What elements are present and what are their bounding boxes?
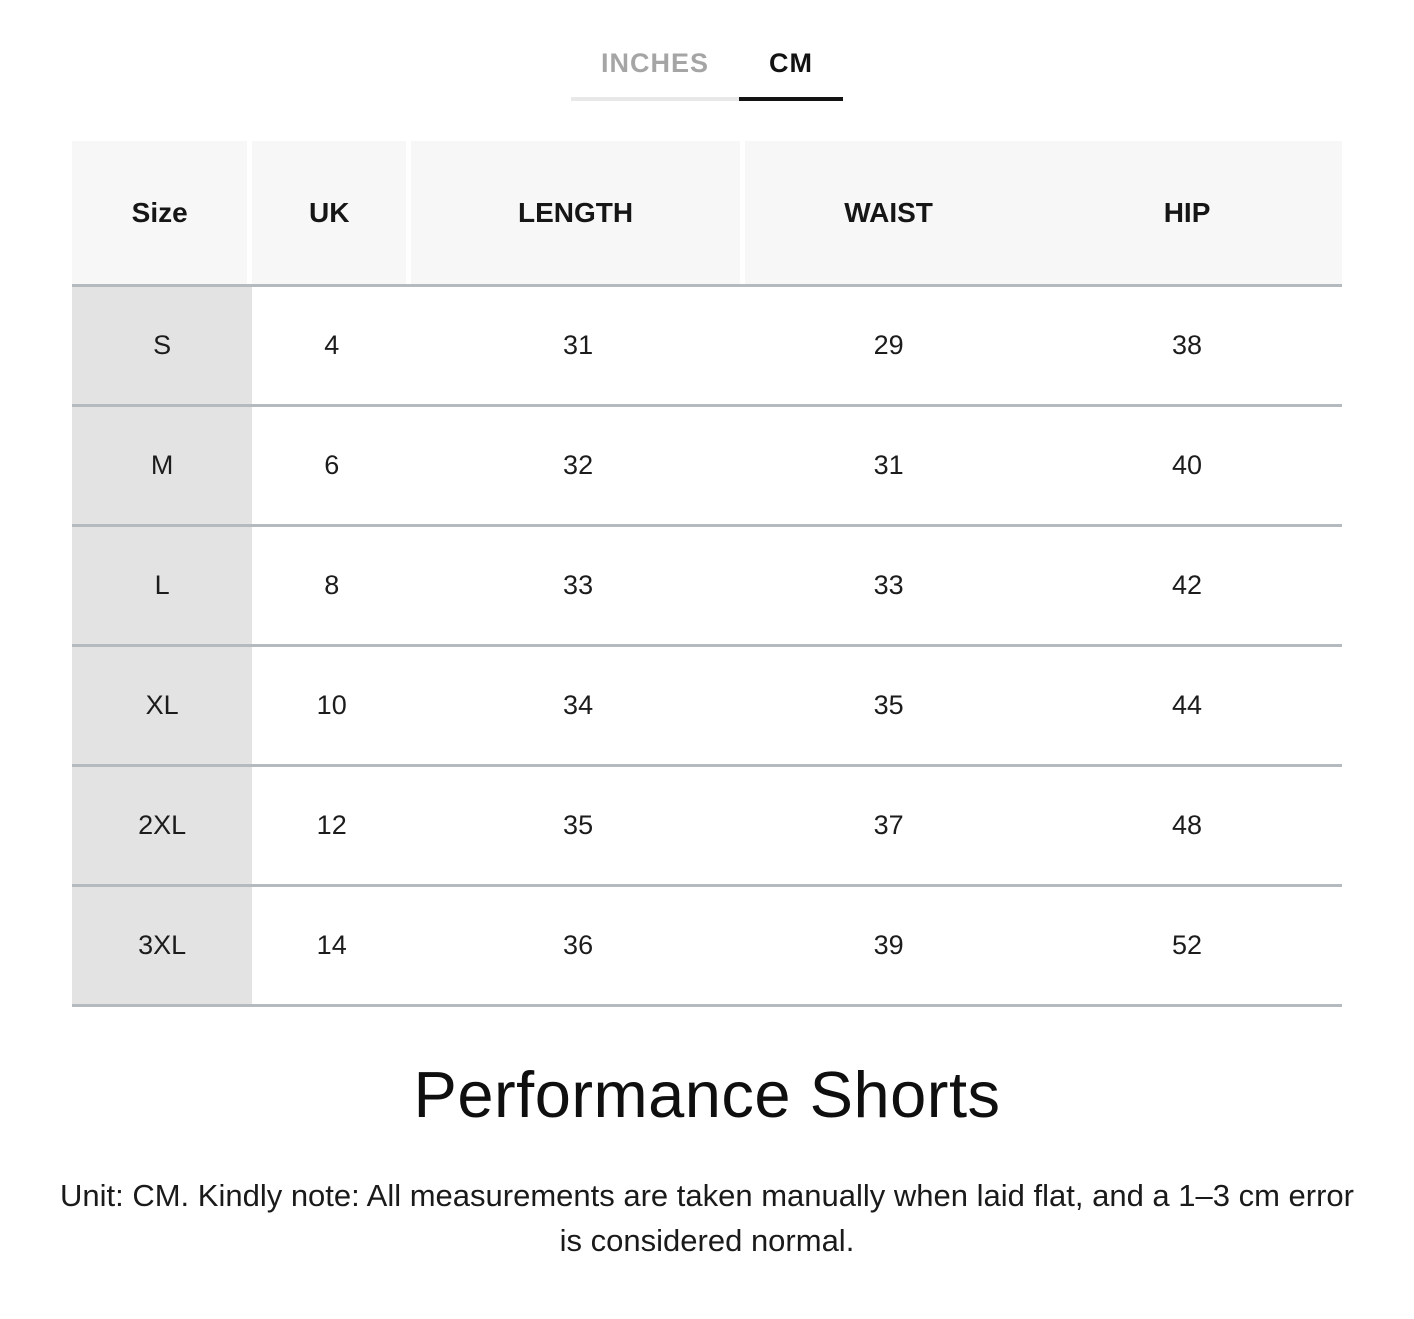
- table-row: [72, 764, 1342, 884]
- measurement-cell: 35: [563, 810, 594, 840]
- measurement-cell: 12: [316, 810, 347, 840]
- measurement-cell: 8: [324, 570, 340, 600]
- measurement-cell: 39: [873, 930, 904, 960]
- measurement-cell: 14: [316, 930, 347, 960]
- table-row: [72, 884, 1342, 1004]
- measurement-cell: 36: [563, 930, 594, 960]
- column-header-hip: HIP: [1163, 196, 1211, 228]
- measurement-cell: 33: [563, 570, 594, 600]
- measurement-cell: 52: [1172, 930, 1203, 960]
- table-row: [72, 644, 1342, 764]
- column-header-uk: UK: [252, 141, 411, 284]
- measurement-cell: 42: [1172, 570, 1203, 600]
- column-header-waist: WAIST: [844, 196, 933, 228]
- column-header-size: Size: [72, 141, 252, 284]
- measurement-cell: 48: [1172, 810, 1203, 840]
- size-chart-table: [72, 141, 1342, 1007]
- measurement-cell: 44: [1172, 690, 1203, 720]
- size-label-cell: 2XL: [72, 767, 252, 884]
- measurement-cell: 6: [324, 450, 340, 480]
- table-body: [72, 284, 1342, 1004]
- measurement-note: Unit: CM. Kindly note: All measurements are taken manually when laid flat, and a 1–3 cm error is considered normal.: [59, 1178, 1354, 1258]
- measurement-cell: 38: [1172, 330, 1203, 360]
- size-label-cell: L: [72, 527, 252, 644]
- table-row: [72, 284, 1342, 404]
- measurement-cell: 31: [563, 330, 594, 360]
- measurement-cell: 4: [324, 330, 340, 360]
- measurement-cell: 10: [316, 690, 347, 720]
- size-label-cell: XL: [72, 647, 252, 764]
- tab-cm[interactable]: CM: [739, 48, 843, 101]
- measurement-cell: 32: [563, 450, 594, 480]
- measurement-cell: 40: [1172, 450, 1203, 480]
- measurement-cell: 29: [873, 330, 904, 360]
- column-header-length: LENGTH: [411, 141, 745, 284]
- tab-inches[interactable]: INCHES: [571, 48, 739, 101]
- size-label-cell: S: [72, 287, 252, 404]
- size-label-cell: 3XL: [72, 887, 252, 1004]
- table-row: [72, 524, 1342, 644]
- unit-tabs: [0, 0, 1414, 101]
- measurement-cell: 35: [873, 690, 904, 720]
- measurement-cell: 31: [873, 450, 904, 480]
- table-row: [72, 404, 1342, 524]
- measurement-cell: 33: [873, 570, 904, 600]
- product-title: Performance Shorts: [413, 1058, 1001, 1131]
- measurement-cell: 34: [563, 690, 594, 720]
- measurement-cell: 37: [873, 810, 904, 840]
- table-header-row: [72, 141, 1342, 284]
- size-label-cell: M: [72, 407, 252, 524]
